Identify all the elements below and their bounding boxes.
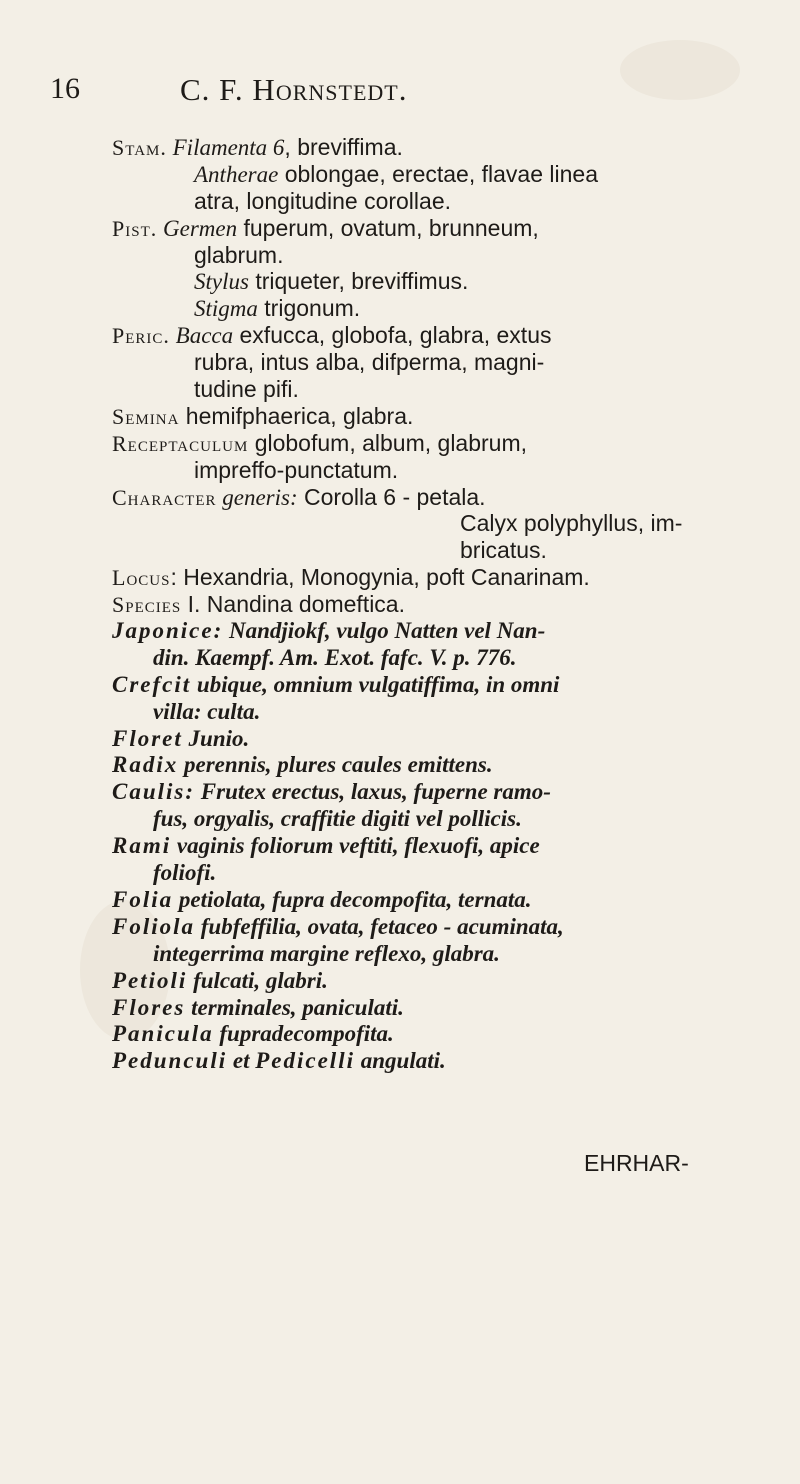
- text-line: [112, 726, 772, 753]
- section-label: Peric.: [112, 323, 170, 349]
- text-line: [112, 618, 772, 645]
- text: Corolla 6 - petala.: [297, 483, 486, 510]
- text-line: [112, 268, 772, 295]
- text: ubique, omnium vulgatiffima, in omni: [191, 671, 560, 697]
- term: Pedicelli: [255, 1048, 355, 1074]
- text: et: [227, 1048, 256, 1074]
- text-line: rubra, intus alba, difperma, magni-: [194, 349, 545, 376]
- text-line: glabrum.: [194, 241, 284, 268]
- text-line: [112, 995, 772, 1022]
- section-label: Semina: [112, 403, 180, 429]
- term: Stylus: [194, 269, 249, 295]
- text-line: [112, 295, 772, 322]
- text: fuperum, ovatum, brunneum,: [237, 214, 539, 241]
- term: Bacca: [175, 323, 234, 349]
- text: perennis, plures caules emittens.: [178, 752, 493, 778]
- term: generis:: [216, 484, 298, 510]
- text-line: [112, 833, 772, 860]
- text: exfucca, globofa, glabra, extus: [233, 322, 552, 349]
- text-line: [112, 134, 772, 161]
- text: trigonum.: [257, 295, 361, 322]
- term: Radix: [112, 752, 179, 778]
- section-label: Locus: [112, 565, 171, 591]
- text-line: impreffo-punctatum.: [194, 456, 399, 483]
- section-label: Stam.: [112, 135, 167, 160]
- page-number: 16: [50, 72, 80, 105]
- term: Folia: [112, 886, 174, 912]
- text-line: atra, longitudine corollae.: [194, 187, 451, 214]
- page-header: [50, 72, 750, 112]
- term: Foliola: [112, 913, 196, 939]
- section-label: Pist.: [112, 215, 158, 241]
- text-line: villa: culta.: [153, 698, 261, 724]
- term: Petioli: [112, 967, 188, 993]
- section-label: Receptaculum: [112, 430, 249, 456]
- text-line: [112, 672, 772, 699]
- text-line: [112, 779, 772, 806]
- section-label: Species: [112, 592, 182, 618]
- text: globofum, album, glabrum,: [248, 429, 528, 456]
- text-line: din. Kaempf. Am. Exot. fafc. V. p. 776.: [153, 644, 517, 670]
- text-line: fus, orgyalis, craffitie digiti vel pollicis.: [153, 806, 522, 832]
- catchword: EHRHAR-: [584, 1150, 689, 1176]
- text-line: [112, 1048, 772, 1075]
- text-line: tudine pifi.: [194, 376, 299, 403]
- text-line: [112, 752, 772, 779]
- term: Caulis:: [112, 779, 196, 805]
- text-line: [112, 484, 772, 511]
- term: Filamenta 6: [172, 135, 285, 160]
- text: Junio.: [182, 725, 250, 751]
- text: , breviffima.: [284, 134, 403, 160]
- running-head: C. F. Hornstedt.: [180, 72, 408, 107]
- text-line: [112, 403, 772, 430]
- text-line: [112, 215, 772, 242]
- text: fubfeffilia, ovata, fetaceo - acuminata,: [195, 913, 564, 939]
- text-line: [112, 564, 772, 591]
- text: triqueter, breviffimus.: [248, 268, 469, 295]
- text: fulcati, glabri.: [187, 967, 328, 993]
- text: vaginis foliorum veftiti, flexuofi, apice: [171, 833, 540, 859]
- text-line: [112, 591, 772, 618]
- text-line: [112, 887, 772, 914]
- text-body: [112, 134, 772, 1075]
- text-line: [112, 161, 772, 188]
- text: I. Nandina domeftica.: [181, 591, 405, 618]
- text: Nandjiokf, vulgo Natten vel Nan-: [223, 618, 546, 644]
- term: Japonice:: [112, 618, 224, 644]
- term: Rami: [112, 833, 172, 859]
- text: terminales, paniculati.: [185, 994, 404, 1020]
- term: Flores: [112, 994, 186, 1020]
- text: oblongae, erectae, flavae linea: [278, 160, 598, 187]
- term: Panicula: [112, 1021, 214, 1047]
- text-line: [112, 1021, 772, 1048]
- text-line: [112, 322, 772, 349]
- text-line: [112, 914, 772, 941]
- text: fupradecompofita.: [213, 1021, 394, 1047]
- section-label: Character: [112, 484, 217, 510]
- text-line: integerrima margine reflexo, glabra.: [153, 940, 500, 966]
- term: Antherae: [194, 161, 279, 187]
- text: : Hexandria, Monogynia, poft Canarinam.: [170, 564, 590, 591]
- text: Frutex erectus, laxus, fuperne ramo-: [195, 779, 551, 805]
- text-line: [112, 430, 772, 457]
- term: Crefcit: [112, 671, 192, 697]
- text: hemifphaerica, glabra.: [179, 402, 414, 429]
- text-line: Calyx polyphyllus, im-: [460, 510, 683, 537]
- term: Pedunculi: [112, 1048, 228, 1074]
- term: Germen: [163, 215, 238, 241]
- term: Stigma: [194, 296, 258, 322]
- text: angulati.: [354, 1048, 446, 1074]
- text-line: foliofi.: [153, 860, 217, 886]
- text-line: [112, 968, 772, 995]
- text-line: bricatus.: [460, 537, 547, 564]
- term: Floret: [112, 725, 183, 751]
- text: petiolata, fupra decompofita, ternata.: [173, 886, 532, 912]
